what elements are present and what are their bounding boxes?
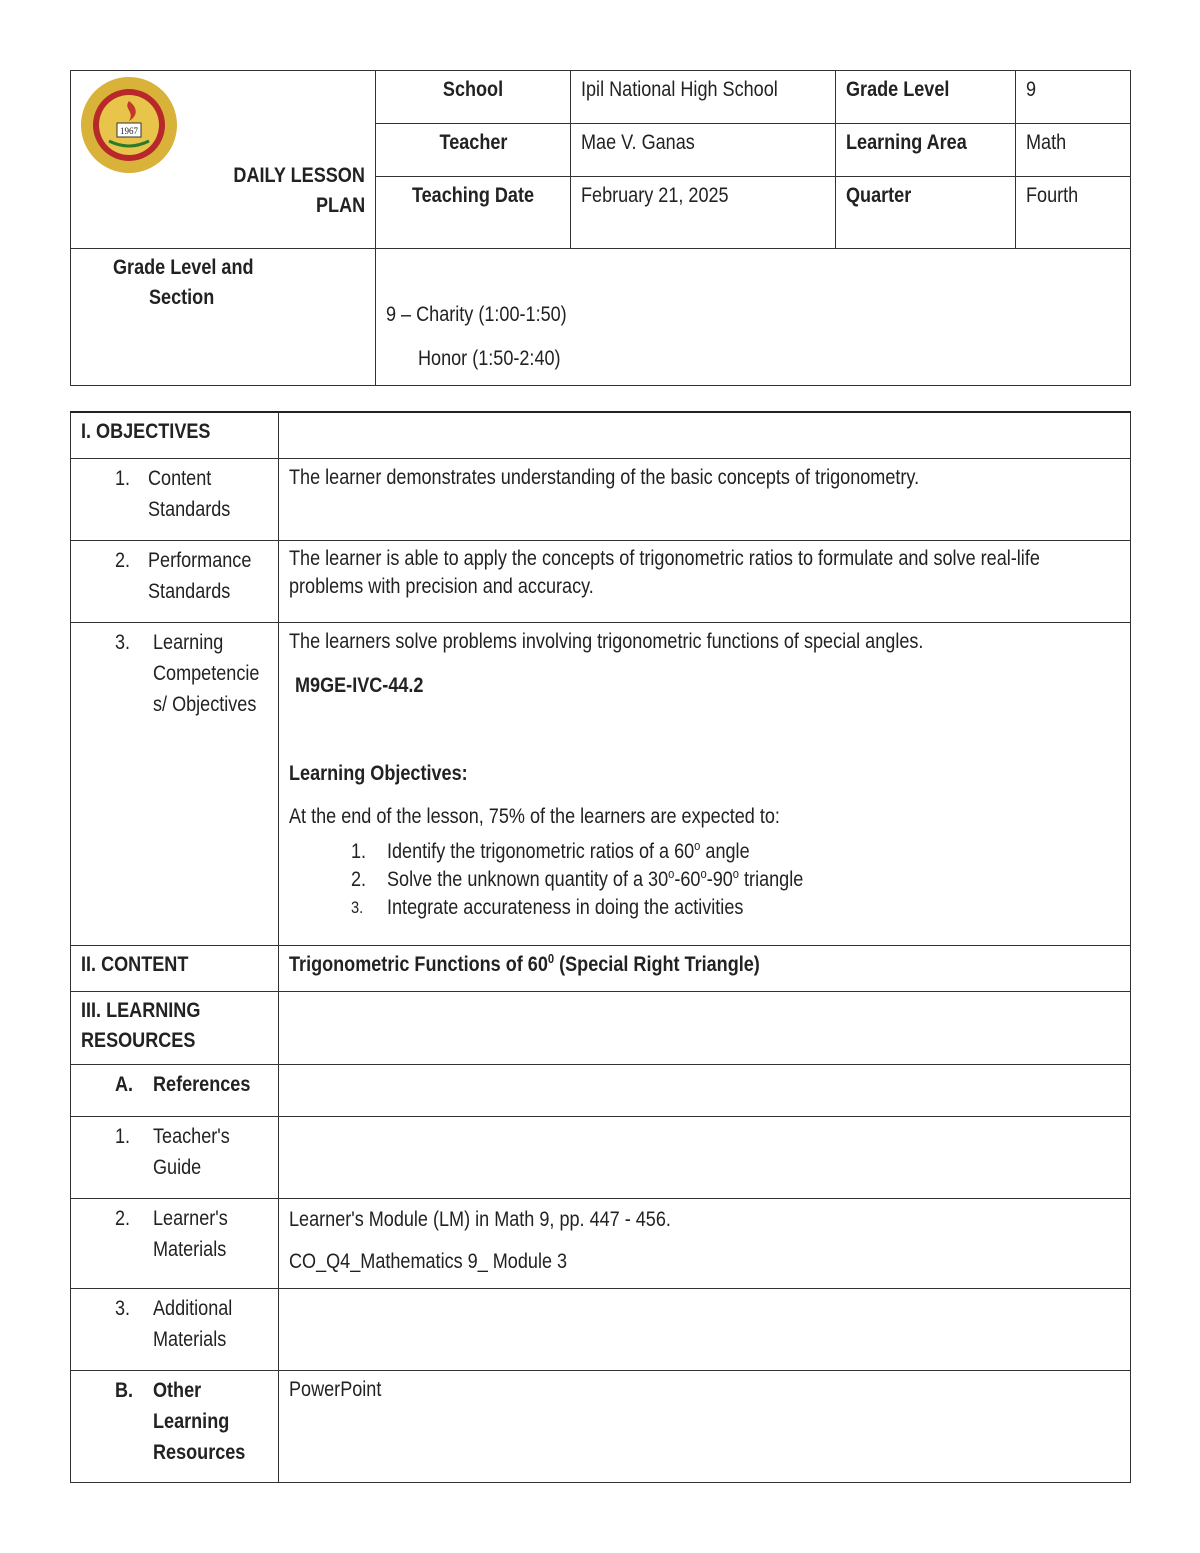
header-table	[70, 70, 1131, 386]
learning-objectives-list	[351, 838, 1120, 922]
list-item: 2. Solve the unknown quantity of a 30$^o$-60$^o$-90$^o$ triangle	[351, 865, 804, 891]
learning-objectives-intro: At the end of the lesson, 75% of the learners are expected to:	[289, 804, 780, 828]
teachers-guide-label: 1. Teacher's Guide	[71, 1116, 279, 1198]
content-standards-label: 1. Content Standards	[71, 458, 279, 540]
seal-year: 1967	[120, 126, 138, 136]
teaching-date-label: Teaching Date	[376, 177, 571, 249]
teaching-date-value: February 21, 2025	[571, 177, 836, 249]
quarter-value: Fourth	[1016, 177, 1131, 249]
lesson-table	[70, 411, 1131, 1483]
additional-materials-label: 3. Additional Materials	[71, 1288, 279, 1370]
page-title: DAILY LESSON PLAN	[233, 164, 365, 217]
teachers-guide-empty	[279, 1116, 1131, 1198]
learners-materials-label: 2. Learner's Materials	[71, 1198, 279, 1288]
learning-resources-empty	[279, 991, 1131, 1064]
content-standards-text: The learner demonstrates understanding of the basic concepts of trigonometry.	[279, 458, 1131, 540]
learning-resources-heading: III. LEARNING RESOURCES	[71, 991, 279, 1064]
learning-area-value: Math	[1016, 124, 1131, 177]
learning-area-label: Learning Area	[836, 124, 1016, 177]
learning-competencies-label: 3. Learning Competencie s/ Objectives	[71, 622, 279, 945]
performance-standards-text: The learner is able to apply the concepts of trigonometric ratios to formulate and solve real-life problems with precision and accuracy.	[279, 540, 1131, 622]
list-item: 3. Integrate accurateness in doing the activities	[351, 895, 744, 919]
list-item: 1. Identify the trigonometric ratios of a 60$^o$ angle	[351, 837, 750, 863]
learning-competencies-text: The learners solve problems involving trigonometric functions of special angles. M9GE-IVC-44.2 Learning Objectives: At the end of the lesson, 75% of the learners are expected to: 1. Identify the trigonometric ratios of a 60$^o$ angle 2. Solve the unknown quantity of a 30$^o$-60$^o$-90$^o$ triangle 3. Integrate accurateness in doing the activities	[279, 622, 1131, 945]
learning-objectives-heading: Learning Objectives:	[289, 761, 468, 785]
content-topic: Trigonometric Functions of $60^0$ (Special Right Triangle)	[279, 945, 1131, 991]
section-label: Grade Level and Section	[71, 249, 376, 386]
additional-materials-empty	[279, 1288, 1131, 1370]
quarter-label: Quarter	[836, 177, 1016, 249]
objectives-empty	[279, 412, 1131, 458]
section-value: 9 – Charity (1:00-1:50) Honor (1:50-2:40)	[376, 249, 1131, 386]
school-value: Ipil National High School	[571, 71, 836, 124]
teacher-value: Mae V. Ganas	[571, 124, 836, 177]
other-resources-text: PowerPoint	[279, 1370, 1131, 1482]
grade-level-label: Grade Level	[836, 71, 1016, 124]
teacher-label: Teacher	[376, 124, 571, 177]
competency-code: M9GE-IVC-44.2	[295, 673, 424, 697]
objectives-heading: I. OBJECTIVES	[71, 412, 279, 458]
content-heading: II. CONTENT	[71, 945, 279, 991]
performance-standards-label: 2. Performance Standards	[71, 540, 279, 622]
school-seal-icon	[79, 75, 179, 175]
school-label: School	[376, 71, 571, 124]
references-empty	[279, 1064, 1131, 1116]
grade-level-value: 9	[1016, 71, 1131, 124]
logo-title-cell	[71, 71, 376, 249]
learners-materials-text: Learner's Module (LM) in Math 9, pp. 447 - 456. CO_Q4_Mathematics 9_ Module 3	[279, 1198, 1131, 1288]
references-label: A. References	[71, 1064, 279, 1116]
other-resources-label: B. Other Learning Resources	[71, 1370, 279, 1482]
